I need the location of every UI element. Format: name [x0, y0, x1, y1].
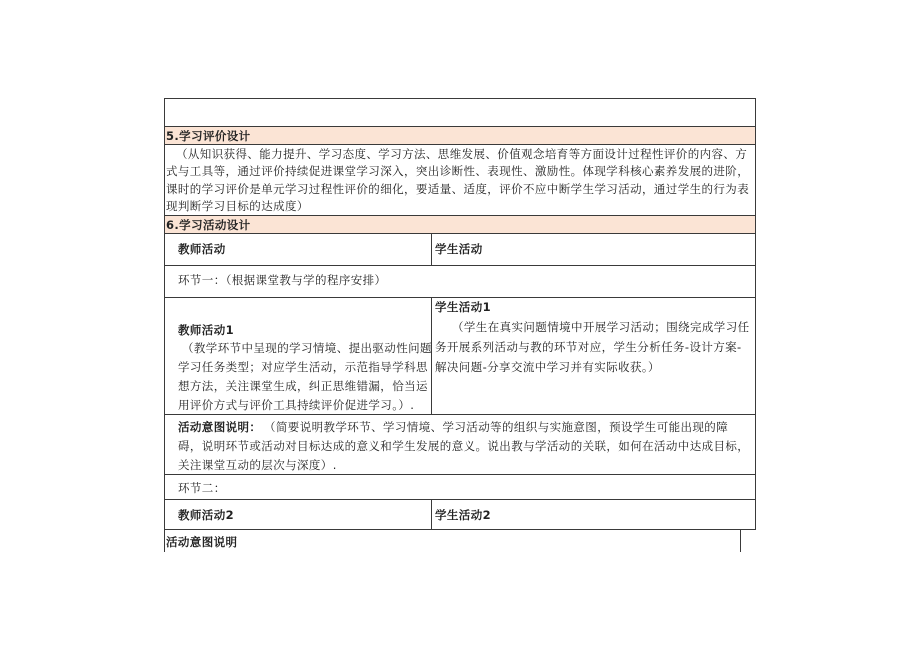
column-divider	[431, 233, 432, 265]
rule	[164, 126, 756, 127]
rule	[164, 98, 756, 99]
column-divider	[431, 499, 432, 529]
activity-intent-label: 活动意图说明：	[178, 420, 262, 434]
section5-body-line: 式与工具等，通过评价持续促进课堂学习深入，突出诊断性、表现性、激励性。体现学科核心素养发展的进阶，	[166, 164, 750, 178]
activity-intent-line: 碍，说明环节或活动对目标达成的意义和学生发展的意义。说出教与学活动的关联，如何在活动中达成目标，	[178, 439, 750, 453]
section5-body-line: （从知识获得、能力提升、学习态度、学习方法、思维发展、价值观念培育等方面设计过程性评价的内容、方	[176, 147, 748, 161]
student-activity1-line: 务开展系列活动与教的环节对应，学生分析任务-设计方案-	[435, 340, 742, 354]
rule	[164, 474, 756, 475]
teacher-activity1-line: （教学环节中呈现的学习情境、提出驱动性问题	[182, 341, 432, 355]
rule	[164, 414, 756, 415]
section6-title: 6.学习活动设计	[166, 218, 251, 232]
section5-body-line: 现判断学习目标的达成度）	[166, 199, 309, 213]
rule	[164, 215, 756, 216]
rule	[164, 499, 756, 500]
student-activity-header: 学生活动	[435, 242, 483, 256]
teacher-activity1-line: 学习任务类型；对应学生活动，示范指导学科思	[178, 360, 428, 374]
student-activity1-title: 学生活动1	[435, 300, 492, 314]
border-right-lower	[740, 529, 741, 552]
activity-intent-line: （简要说明教学环节、学习情境、学习活动等的组织与实施意图，预设学生可能出现的障	[264, 420, 729, 434]
stage1-label: 环节一：（根据课堂教与学的程序安排）	[178, 273, 387, 287]
rule	[164, 233, 756, 234]
activity-intent-line: 关注课堂互动的层次与深度）.	[178, 458, 337, 472]
teacher-activity2-title: 教师活动2	[178, 508, 235, 522]
rule	[164, 265, 756, 266]
teacher-activity-header: 教师活动	[178, 242, 226, 256]
section5-header-band	[164, 126, 756, 144]
section6-header-band	[164, 215, 756, 233]
section5-body-line: 课时的学习评价是单元学习过程性评价的细化，要适量、适度，评价不应中断学生学习活动，通过学生的行为表	[166, 182, 750, 196]
teacher-activity1-line: 想方法，关注课堂生成，纠正思维错漏，恰当运	[178, 379, 428, 393]
border-right	[755, 98, 756, 529]
student-activity1-line: 解决问题-分享交流中学习并有实际收获。）	[435, 360, 660, 374]
activity-intent2-label: 活动意图说明	[166, 535, 238, 549]
rule	[164, 529, 756, 530]
border-left	[164, 98, 165, 552]
student-activity2-title: 学生活动2	[435, 508, 492, 522]
teacher-activity1-line: 用评价方式与评价工具持续评价促进学习。）.	[178, 398, 415, 412]
section5-title: 5.学习评价设计	[166, 129, 251, 143]
student-activity1-line: （学生在真实问题情境中开展学习活动；围绕完成学习任	[452, 320, 750, 334]
stage2-label: 环节二：	[178, 481, 226, 495]
teacher-activity1-title: 教师活动1	[178, 323, 235, 337]
